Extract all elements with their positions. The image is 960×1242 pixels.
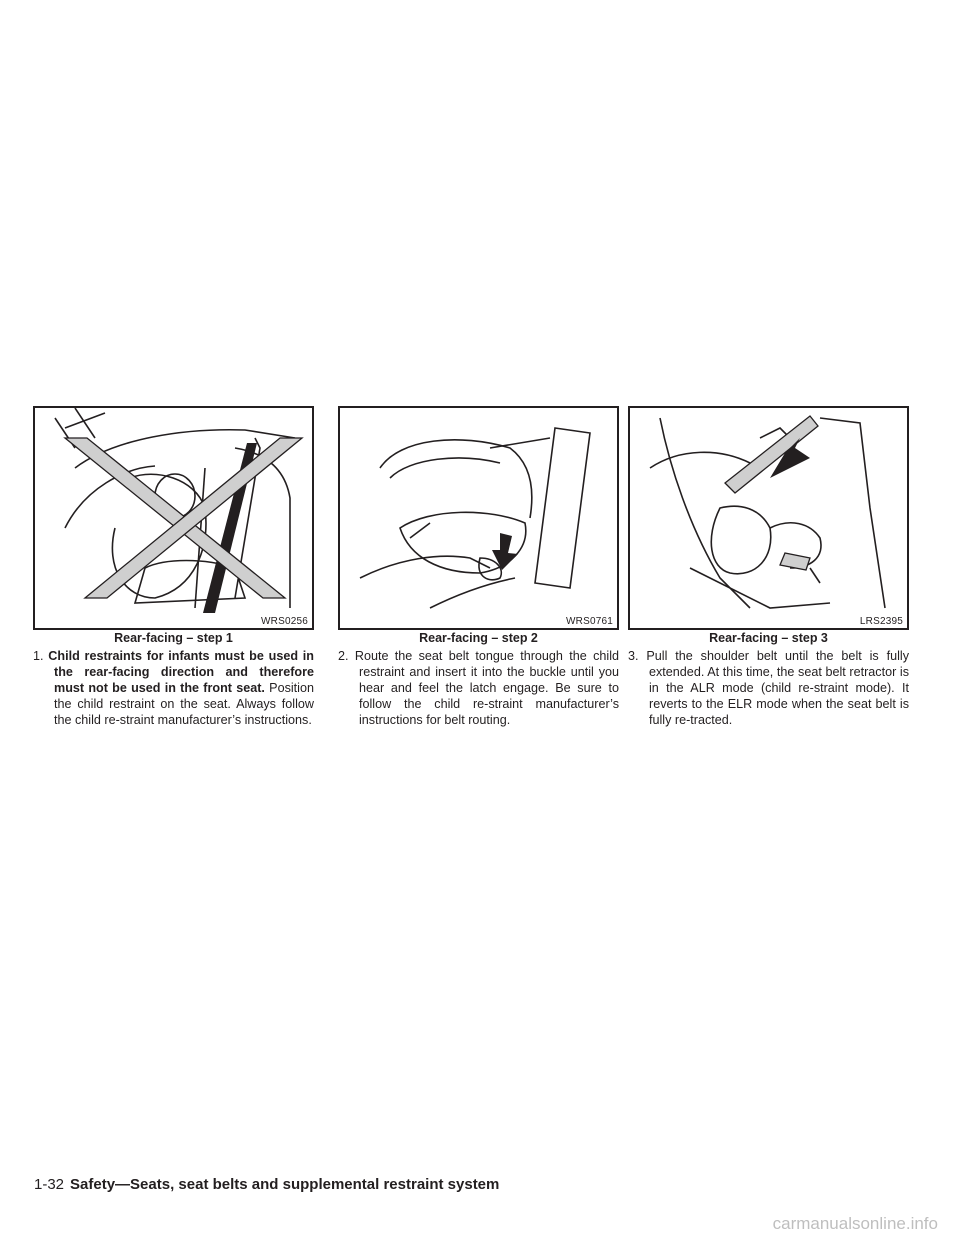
step-body: Route the seat belt tongue through the child restraint and insert it into the buckle until you hear and feel the latch engage. Be sure to follow the child re-straint manufacturer’s instructions for belt routing.	[354, 649, 619, 727]
step-number: 2.	[338, 649, 349, 663]
figure-rear-facing-step-3	[628, 406, 909, 630]
step-body: Pull the shoulder belt until the belt is fully extended. At this time, the seat belt retractor is in the ALR mode (child re-straint mode). It reverts to the ELR mode when the seat belt is fully re-tracted.	[646, 649, 909, 727]
step-number: 3.	[628, 649, 639, 663]
step-warning: Child restraints for infants must be used in the rear-facing direction and therefore must not be used in the front seat.	[48, 649, 315, 695]
figure-column-1	[33, 406, 314, 728]
page-footer	[34, 1176, 499, 1193]
section-title: Safety—Seats, seat belts and supplemental restraint system	[70, 1176, 500, 1193]
figure-code: WRS0761	[566, 616, 613, 627]
illustration-step-1	[35, 408, 312, 628]
figure-caption: Rear-facing – step 1	[114, 631, 233, 645]
step-number: 1.	[33, 649, 44, 663]
figure-column-3	[628, 406, 909, 728]
figure-caption: Rear-facing – step 3	[709, 631, 828, 645]
figure-code: LRS2395	[859, 616, 903, 627]
step-2-text	[338, 648, 619, 728]
watermark: carmanualsonline.info	[772, 1214, 938, 1233]
step-body: Position the child restraint on the seat. Always follow the child re-straint manufacturer’s instructions.	[54, 681, 314, 727]
figure-rear-facing-step-1	[33, 406, 314, 630]
illustration-step-3	[630, 408, 907, 628]
figure-code: WRS0256	[261, 616, 308, 627]
figure-caption: Rear-facing – step 2	[419, 631, 538, 645]
figure-column-2	[338, 406, 619, 728]
step-1-text	[33, 648, 314, 728]
figure-rear-facing-step-2	[338, 406, 619, 630]
page-number: 1-32	[34, 1176, 65, 1193]
step-3-text	[628, 648, 909, 728]
illustration-step-2	[340, 408, 617, 628]
